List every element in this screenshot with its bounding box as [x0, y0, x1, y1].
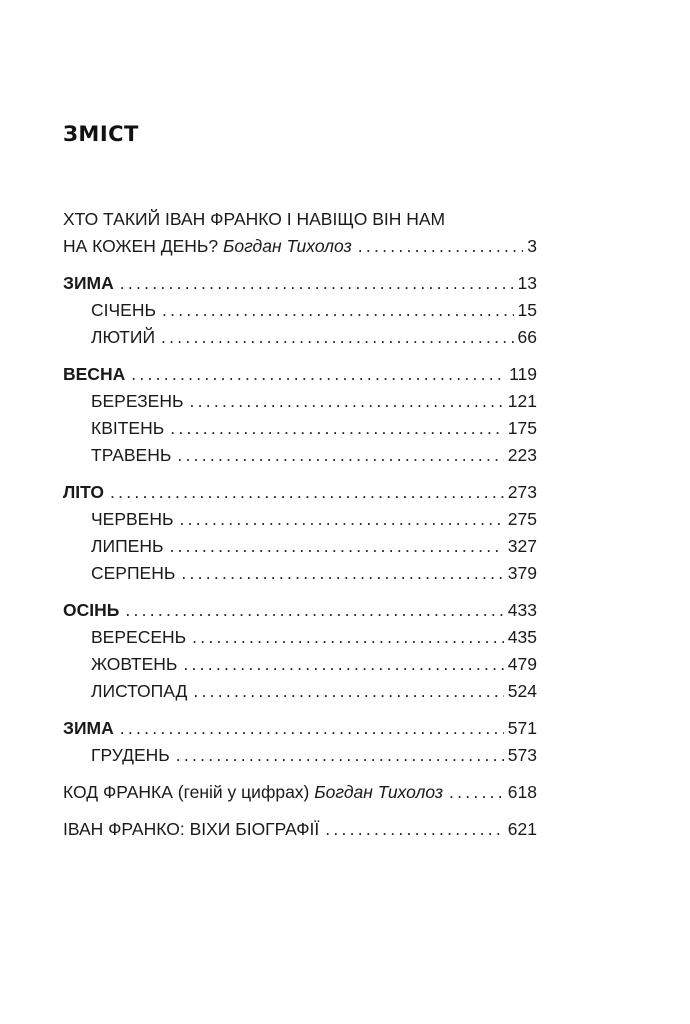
dot-leader	[120, 715, 504, 742]
toc-month-entry	[63, 388, 537, 415]
toc-entry-author: Богдан Тихолоз	[314, 782, 444, 802]
spacer	[63, 806, 537, 816]
dot-leader	[161, 324, 514, 351]
toc-page-number: 273	[507, 482, 537, 502]
toc-page-number: 13	[517, 273, 537, 293]
spacer	[63, 351, 537, 361]
toc-entry-text: КОД ФРАНКА (геній у цифрах)	[63, 782, 310, 802]
toc-page-number: 435	[507, 627, 537, 647]
toc-entry-label: ЧЕРВЕНЬ	[91, 509, 174, 529]
table-of-contents	[63, 206, 537, 843]
toc-page-number: 379	[507, 563, 537, 583]
toc-sections	[63, 260, 537, 769]
toc-page-number: 119	[509, 364, 537, 384]
toc-entry-label: ЛІТО	[63, 482, 105, 502]
toc-entry-label: ОСІНЬ	[63, 600, 120, 620]
dot-leader	[131, 361, 505, 388]
dot-leader	[325, 816, 504, 843]
page-title: ЗМІСТ	[63, 122, 139, 146]
toc-page-number: 621	[507, 819, 537, 839]
dot-leader	[162, 297, 514, 324]
toc-entry-label: ВЕРЕСЕНЬ	[91, 627, 187, 647]
spacer	[63, 769, 537, 779]
toc-page-number: 15	[517, 300, 537, 320]
toc-month-entry	[63, 651, 537, 678]
toc-page-number: 66	[517, 327, 537, 347]
dot-leader	[177, 442, 503, 469]
toc-page-number: 121	[507, 391, 537, 411]
toc-entry-bio	[63, 816, 537, 843]
toc-month-entry	[63, 742, 537, 769]
toc-month-entry	[63, 678, 537, 705]
toc-entry-label: ЛИСТОПАД	[91, 681, 188, 701]
toc-month-entry	[63, 506, 537, 533]
spacer	[63, 587, 537, 597]
toc-month-entry	[63, 560, 537, 587]
dot-leader	[193, 678, 503, 705]
dot-leader	[449, 779, 504, 806]
toc-section-entry	[63, 270, 537, 297]
toc-section-entry	[63, 479, 537, 506]
dot-leader	[181, 560, 503, 587]
toc-entry-label: ЗИМА	[63, 273, 114, 293]
toc-month-entry	[63, 324, 537, 351]
toc-entry-intro	[63, 233, 537, 260]
toc-entry-author: Богдан Тихолоз	[222, 236, 352, 256]
toc-section-entry	[63, 361, 537, 388]
toc-entry-label: ІВАН ФРАНКО: ВІХИ БІОГРАФІЇ	[63, 819, 320, 839]
toc-entry-label: ТРАВЕНЬ	[91, 445, 172, 465]
toc-entry-label: СІЧЕНЬ	[91, 300, 156, 320]
toc-page-number: 433	[507, 600, 537, 620]
toc-entry-intro-line1	[63, 206, 537, 233]
dot-leader	[110, 479, 504, 506]
toc-month-entry	[63, 533, 537, 560]
toc-entry-code	[63, 779, 537, 806]
spacer	[63, 705, 537, 715]
toc-page-number: 573	[507, 745, 537, 765]
dot-leader	[183, 651, 503, 678]
toc-month-entry	[63, 297, 537, 324]
toc-entry-label: КВІТЕНЬ	[91, 418, 165, 438]
toc-entry-label: ЖОВТЕНЬ	[91, 654, 178, 674]
dot-leader	[192, 624, 504, 651]
dot-leader	[176, 742, 504, 769]
toc-section-entry	[63, 597, 537, 624]
toc-month-entry	[63, 442, 537, 469]
toc-page-number: 275	[507, 509, 537, 529]
toc-month-entry	[63, 624, 537, 651]
spacer	[63, 469, 537, 479]
toc-entry-label	[63, 779, 443, 806]
toc-entry-label: БЕРЕЗЕНЬ	[91, 391, 184, 411]
toc-month-entry	[63, 415, 537, 442]
dot-leader	[179, 506, 503, 533]
toc-entry-label: ЛИПЕНЬ	[91, 536, 164, 556]
dot-leader	[358, 233, 524, 260]
toc-entry-label: ВЕСНА	[63, 364, 126, 384]
toc-entry-label: ЗИМА	[63, 718, 114, 738]
toc-entry-label: ЛЮТИЙ	[91, 327, 156, 347]
toc-entry-label	[63, 233, 352, 260]
dot-leader	[120, 270, 514, 297]
dot-leader	[169, 533, 503, 560]
dot-leader	[170, 415, 504, 442]
toc-entry-text: НА КОЖЕН ДЕНЬ?	[63, 236, 219, 256]
toc-page-number: 618	[507, 782, 537, 802]
toc-section-entry	[63, 715, 537, 742]
toc-entry-label: ГРУДЕНЬ	[91, 745, 170, 765]
spacer	[63, 260, 537, 270]
dot-leader	[189, 388, 503, 415]
toc-page-number: 327	[507, 536, 537, 556]
toc-page-number: 223	[507, 445, 537, 465]
toc-page-number: 175	[507, 418, 537, 438]
toc-entry-label: СЕРПЕНЬ	[91, 563, 176, 583]
toc-entry-label: ХТО ТАКИЙ ІВАН ФРАНКО І НАВІЩО ВІН НАМ	[63, 209, 446, 229]
toc-page-number: 479	[507, 654, 537, 674]
toc-page-number: 571	[507, 718, 537, 738]
dot-leader	[125, 597, 503, 624]
toc-page-number: 524	[507, 681, 537, 701]
toc-page-number: 3	[527, 236, 537, 256]
